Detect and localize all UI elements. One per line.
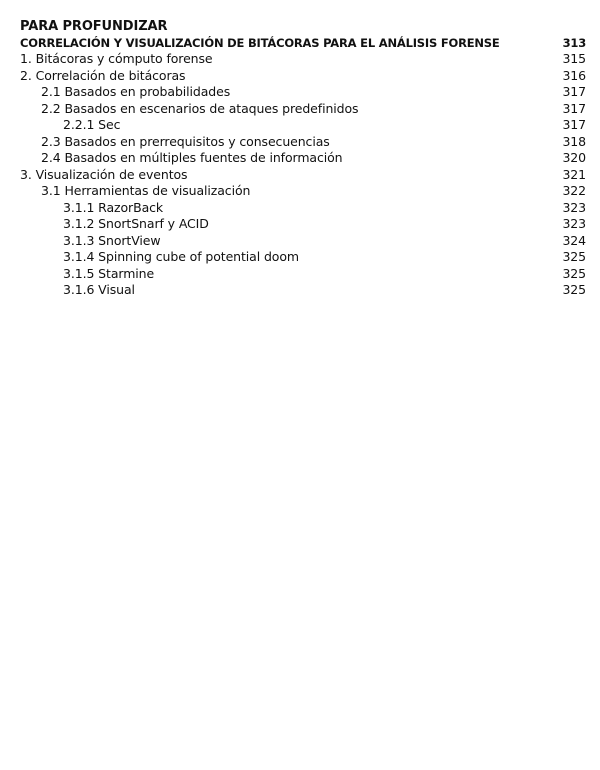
toc-entry	[20, 233, 586, 250]
toc-entry-title: 1. Bitácoras y cómputo forense	[20, 51, 213, 66]
toc-entry-title: 2.1 Basados en probabilidades	[41, 84, 231, 99]
toc-entry	[20, 216, 586, 233]
toc-entry-page: 321	[562, 166, 586, 182]
toc-entry-page: 317	[562, 100, 586, 116]
table-of-contents	[20, 19, 586, 299]
toc-entry-title: 2.2 Basados en escenarios de ataques predefinidos	[41, 100, 359, 116]
toc-entry	[20, 101, 586, 118]
toc-entry	[20, 167, 586, 184]
toc-entry-page: 323	[562, 199, 586, 215]
toc-entry-title: 3.1.2 SnortSnarf y ACID	[63, 216, 209, 231]
toc-entry-page: 323	[562, 216, 586, 231]
toc-entry-page: 325	[562, 282, 586, 297]
toc-entry-title: 2. Correlación de bitácoras	[20, 67, 186, 83]
toc-entry-title: 3.1.5 Starmine	[63, 265, 155, 281]
toc-entry	[20, 134, 586, 151]
toc-entry-page: 316	[562, 67, 586, 83]
toc-entry-title: 3.1.1 RazorBack	[63, 199, 164, 215]
toc-entry	[20, 51, 586, 68]
toc-entry-page: 324	[562, 232, 586, 248]
toc-entry-page: 322	[562, 183, 586, 198]
toc-entry-page: 325	[562, 249, 586, 264]
toc-entry-page: 318	[562, 133, 586, 149]
toc-entry	[20, 84, 586, 101]
toc-entry-title: 3. Visualización de eventos	[20, 166, 188, 182]
chapter-page-number: 313	[562, 36, 586, 50]
toc-entry-title: 2.3 Basados en prerrequisitos y consecuencias	[41, 133, 330, 149]
toc-entry-title: 3.1.3 SnortView	[63, 232, 161, 248]
toc-entry-page: 317	[562, 84, 586, 99]
toc-entry-title: 2.4 Basados en múltiples fuentes de información	[41, 150, 343, 165]
chapter-heading-row	[20, 35, 586, 51]
toc-entry-page: 315	[562, 51, 586, 66]
toc-entry-title: 3.1.4 Spinning cube of potential doom	[63, 249, 299, 264]
toc-entry	[20, 183, 586, 200]
toc-entry	[20, 200, 586, 217]
toc-entry	[20, 68, 586, 85]
toc-entry-page: 320	[562, 150, 586, 165]
toc-entry-title: 3.1 Herramientas de visualización	[41, 183, 251, 198]
toc-entry-title: 3.1.6 Visual	[63, 282, 135, 297]
toc-entry-page: 317	[562, 117, 586, 132]
toc-entry	[20, 117, 586, 134]
toc-entry	[20, 266, 586, 283]
chapter-title: CORRELACIÓN Y VISUALIZACIÓN DE BITÁCORAS PARA EL ANÁLISIS FORENSE	[20, 36, 500, 50]
section-heading: PARA PROFUNDIZAR	[20, 19, 168, 34]
toc-entry-page: 325	[562, 265, 586, 281]
toc-entry	[20, 282, 586, 299]
toc-entry-title: 2.2.1 Sec	[63, 117, 121, 132]
toc-entry	[20, 150, 586, 167]
toc-entry	[20, 249, 586, 266]
